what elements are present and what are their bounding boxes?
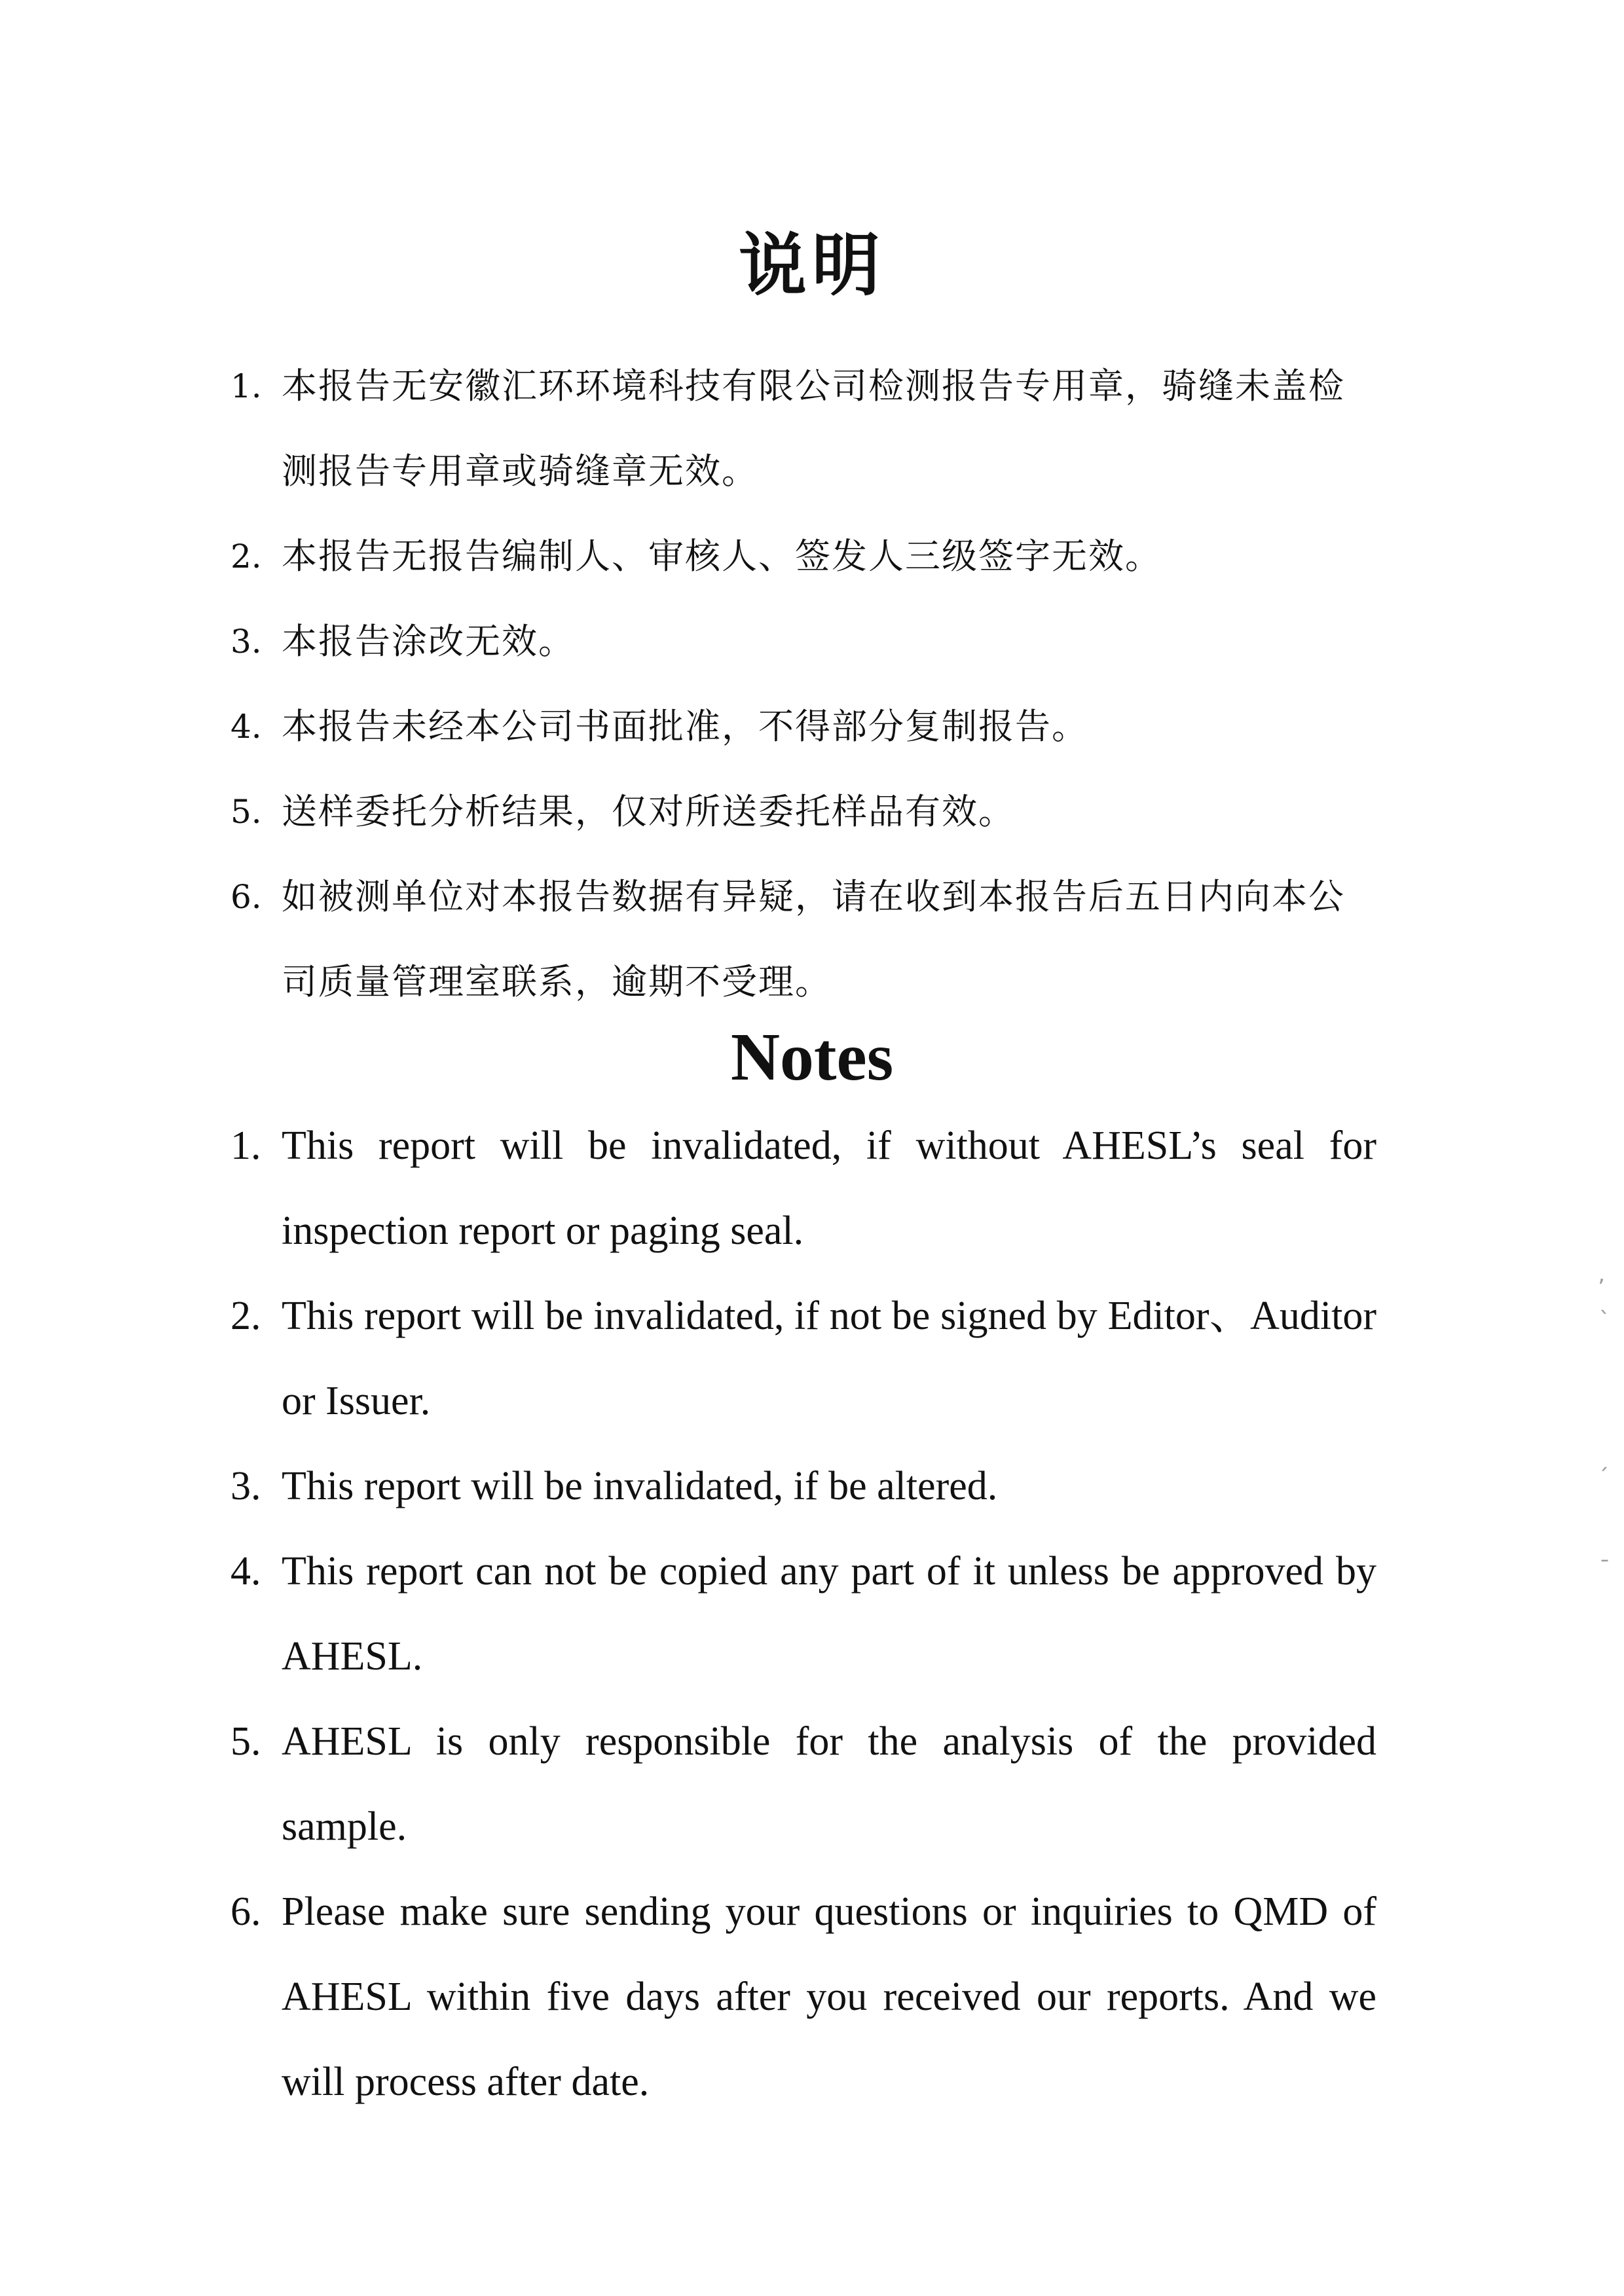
chinese-note-item (231, 684, 1376, 769)
english-note-number: 3. (231, 1464, 261, 1508)
english-note-text: AHESL is only responsible for the analysis of the provided sample. (282, 1719, 1376, 1849)
english-notes-list (231, 1103, 1376, 2124)
chinese-note-number: 6. (231, 878, 262, 916)
english-notes-title: Notes (730, 1019, 894, 1095)
english-note-number: 4. (231, 1549, 261, 1594)
chinese-note-text: 本报告涂改无效。 (282, 621, 575, 662)
scan-artifact: ˊ (1598, 1465, 1609, 1491)
english-note-text: This report will be invalidated, if be altered. (282, 1464, 998, 1508)
english-note-item (231, 1529, 1376, 1699)
chinese-note-number: 3. (231, 623, 262, 661)
chinese-note-number: 2. (231, 538, 262, 575)
scan-artifact: ˋ (1599, 1307, 1610, 1334)
english-note-text: Please make sure sending your questions or inquiries to QMD of AHESL within five days after you received our reports. And we will process after date. (282, 1889, 1376, 2104)
english-note-item (231, 1444, 1376, 1529)
chinese-note-item (231, 514, 1376, 599)
chinese-note-item (231, 854, 1376, 1025)
english-note-item (231, 1699, 1376, 1869)
english-note-number: 6. (231, 1889, 261, 1934)
chinese-note-text: 本报告未经本公司书面批准，不得部分复制报告。 (282, 706, 1088, 747)
scan-artifact: ˉ (1599, 1556, 1610, 1582)
chinese-note-number: 5. (231, 793, 262, 831)
english-note-number: 2. (231, 1294, 261, 1338)
chinese-note-text: 如被测单位对本报告数据有异疑，请在收到本报告后五日内向本公司质量管理室联系，逾期不受理。 (282, 876, 1345, 1002)
chinese-note-text: 本报告无安徽汇环环境科技有限公司检测报告专用章，骑缝未盖检测报告专用章或骑缝章无效。 (282, 365, 1345, 492)
chinese-note-item (231, 344, 1376, 514)
chinese-note-text: 本报告无报告编制人、审核人、签发人三级签字无效。 (282, 536, 1162, 577)
english-note-item (231, 1273, 1376, 1444)
english-note-text: This report will be invalidated, if without AHESL’s seal for inspection report or paging seal. (282, 1123, 1376, 1253)
english-note-text: This report will be invalidated, if not be signed by Editor、Auditor or Issuer. (282, 1294, 1376, 1423)
english-note-item (231, 1869, 1376, 2124)
chinese-note-number: 4. (231, 708, 262, 746)
english-note-number: 1. (231, 1123, 261, 1168)
chinese-note-item (231, 599, 1376, 684)
chinese-notes-title: 说明 (738, 225, 885, 305)
english-note-number: 5. (231, 1719, 261, 1764)
chinese-notes-list (231, 344, 1376, 1025)
chinese-note-text: 送样委托分析结果，仅对所送委托样品有效。 (282, 791, 1015, 832)
english-note-text: This report can not be copied any part of it unless be approved by AHESL. (282, 1549, 1376, 1679)
english-note-item (231, 1103, 1376, 1273)
chinese-note-item (231, 769, 1376, 854)
scan-artifact: ʼ (1598, 1275, 1605, 1301)
chinese-note-number: 1. (231, 367, 262, 405)
